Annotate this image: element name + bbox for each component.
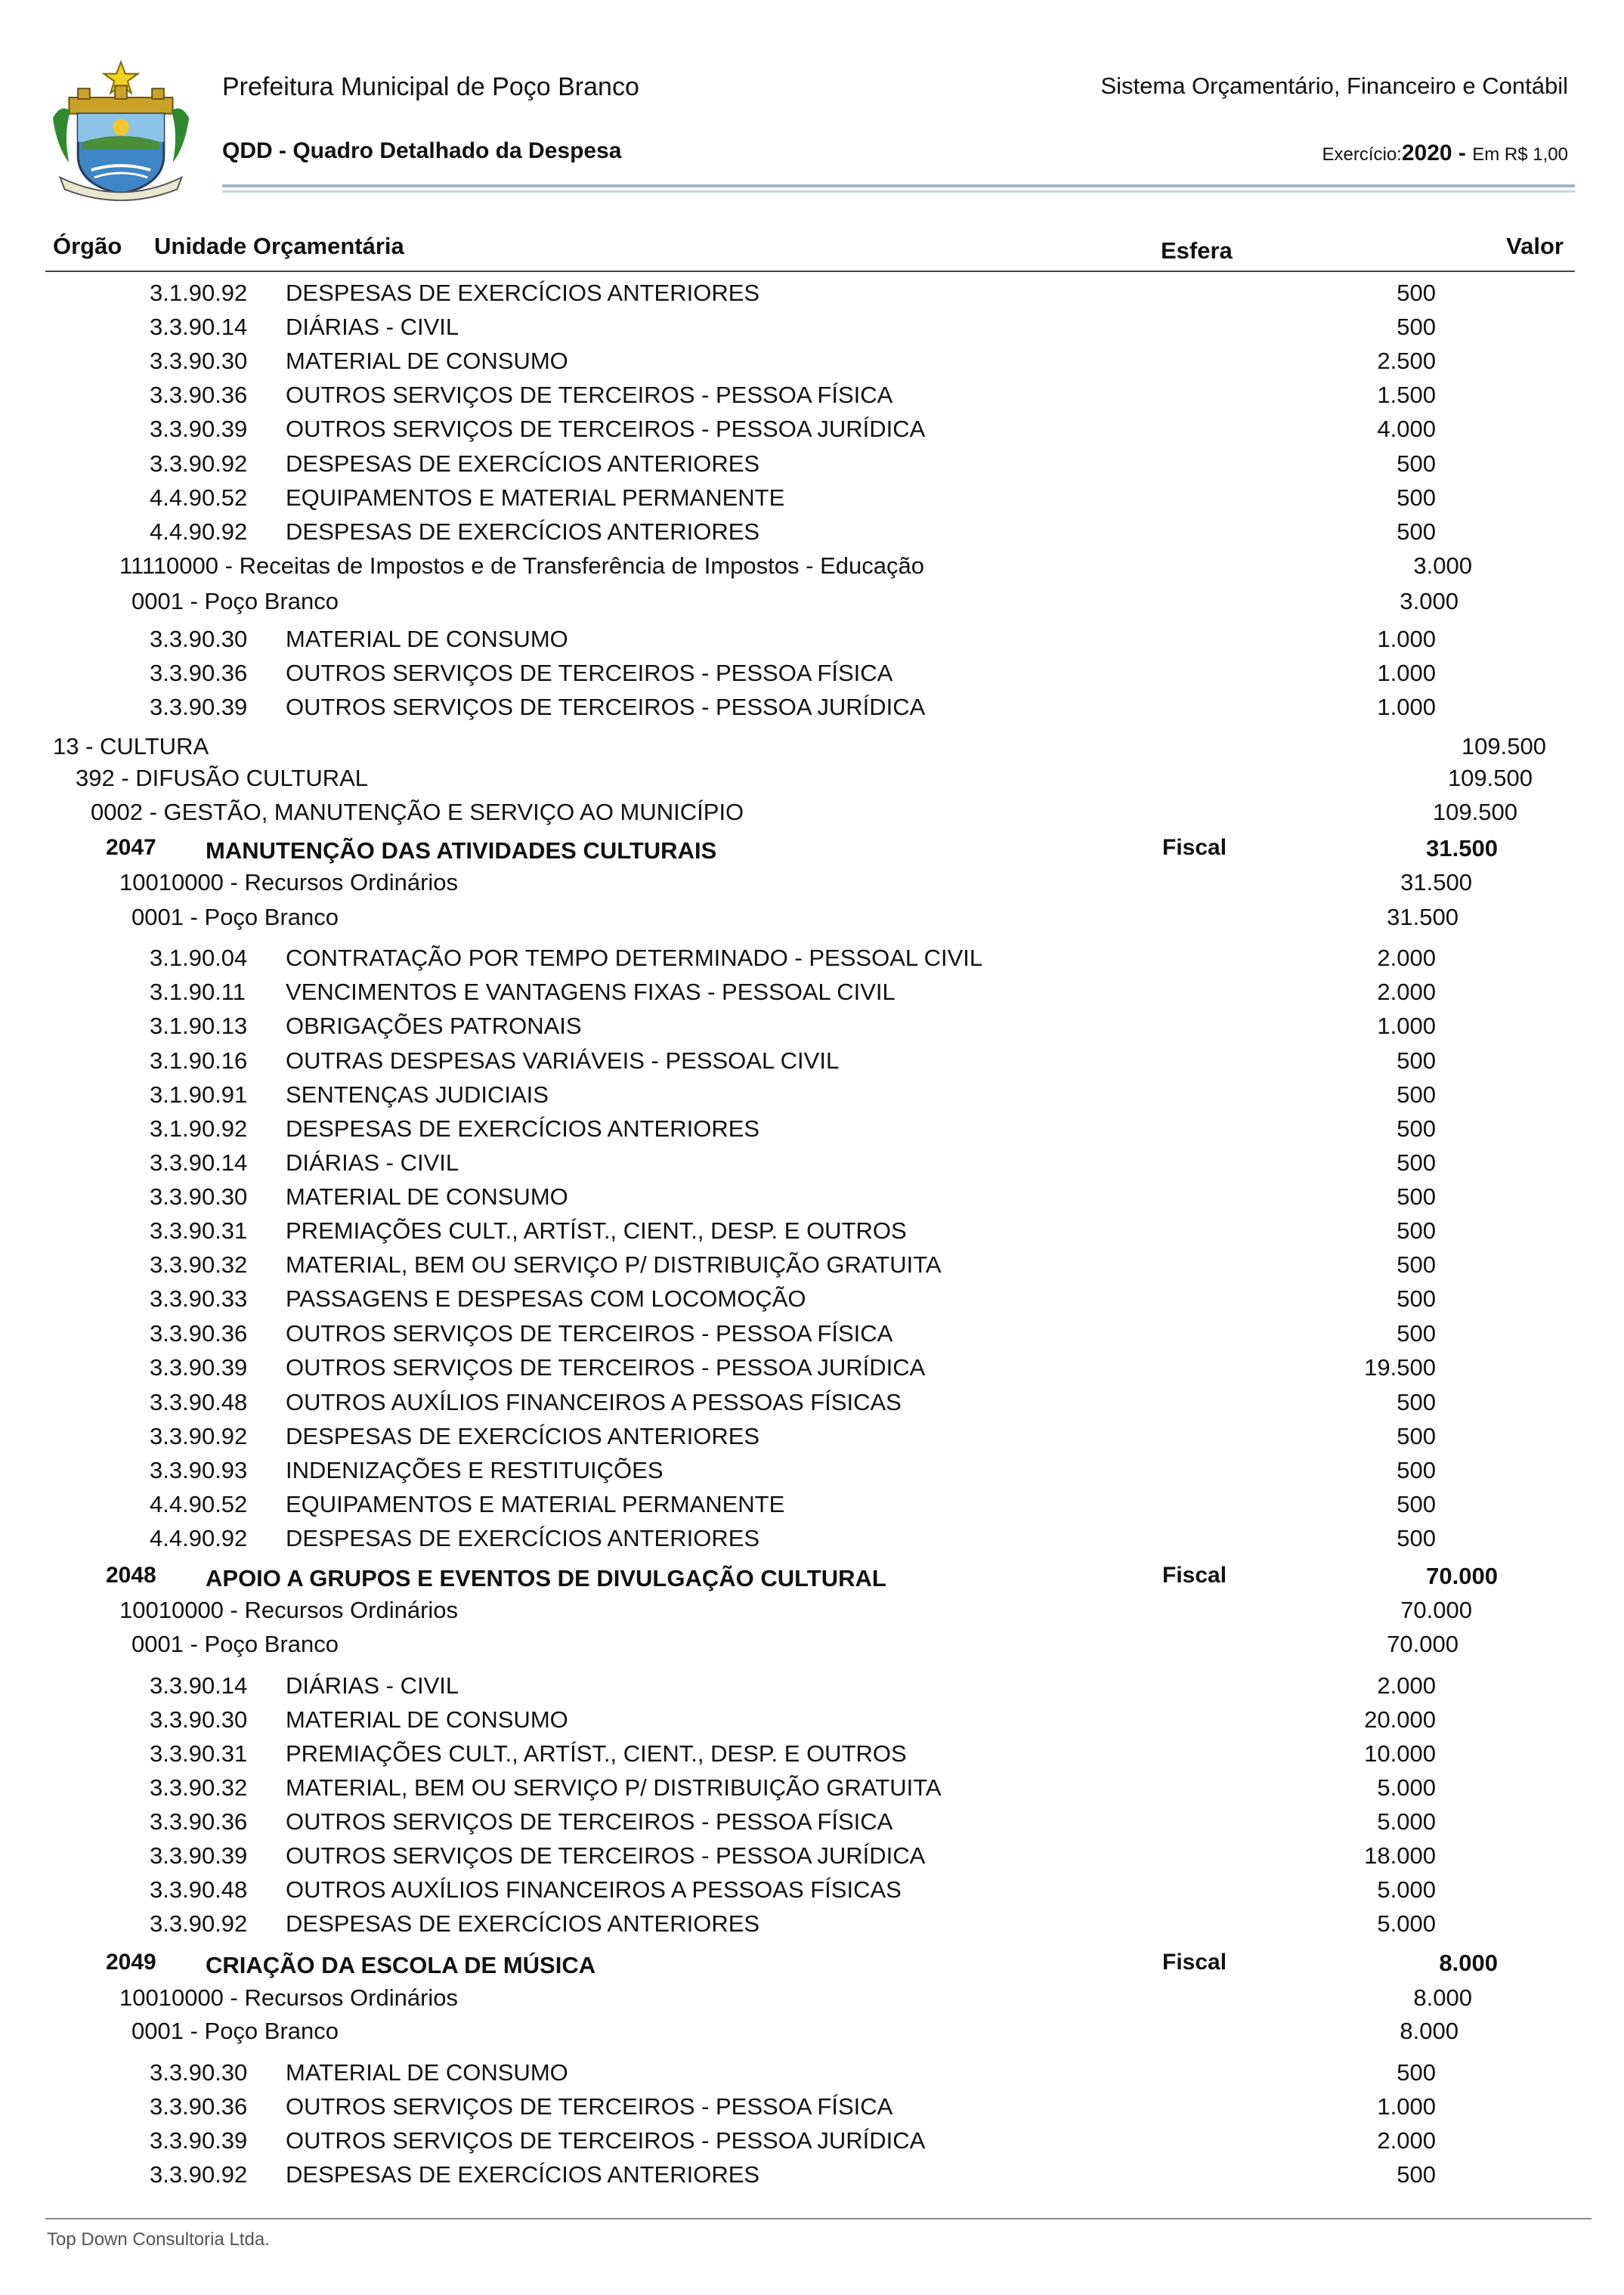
exercicio-year: 2020 (1401, 141, 1452, 165)
expense-element-value: 500 (1397, 280, 1436, 306)
source-label: 10010000 - Recursos Ordinários (119, 1984, 459, 2011)
expense-element-description: OUTROS SERVIÇOS DE TERCEIROS - PESSOA FÍSICA (286, 1808, 893, 1835)
expense-element-code: 3.3.90.36 (150, 2093, 248, 2120)
expense-element-value: 500 (1397, 2059, 1436, 2086)
expense-element-code: 3.3.90.30 (150, 348, 248, 374)
expense-element-code: 3.3.90.36 (150, 1320, 248, 1347)
source-label: 10010000 - Recursos Ordinários (119, 1597, 459, 1623)
expense-element-code: 3.3.90.14 (150, 1149, 248, 1176)
expense-element-code: 3.1.90.92 (150, 280, 248, 306)
action-esfera: Fiscal (1162, 1563, 1227, 1588)
expense-element-value: 500 (1397, 2161, 1436, 2188)
expense-element-code: 3.3.90.92 (150, 1910, 248, 1937)
expense-element-code: 3.3.90.33 (150, 1285, 248, 1312)
exercicio-separator: - (1452, 141, 1473, 165)
action-title: CRIAÇÃO DA ESCOLA DE MÚSICA (206, 1952, 596, 1978)
exercicio-label: Exercício: (1322, 144, 1402, 165)
expense-element-value: 5.000 (1377, 1876, 1436, 1903)
action-code: 2048 (106, 1563, 156, 1588)
source-value: 8.000 (1413, 1984, 1472, 2011)
expense-element-code: 3.3.90.92 (150, 2161, 248, 2188)
expense-element-value: 500 (1397, 1525, 1436, 1551)
source-label: 10010000 - Recursos Ordinários (119, 869, 459, 895)
expense-element-code: 3.1.90.92 (150, 1115, 248, 1142)
expense-element-description: DESPESAS DE EXERCÍCIOS ANTERIORES (286, 1115, 760, 1142)
expense-element-description: OUTROS SERVIÇOS DE TERCEIROS - PESSOA FÍSICA (286, 382, 893, 408)
expense-element-code: 3.3.90.32 (150, 1774, 248, 1801)
expense-element-code: 3.3.90.48 (150, 1876, 248, 1903)
currency-note: Em R$ 1,00 (1472, 144, 1568, 165)
expense-element-value: 18.000 (1364, 1842, 1436, 1869)
expense-element-code: 3.3.90.39 (150, 416, 248, 442)
column-header-esfera: Esfera (1161, 237, 1233, 264)
expense-element-code: 3.1.90.91 (150, 1081, 248, 1108)
column-header-valor: Valor (1506, 233, 1564, 259)
expense-element-code: 3.3.90.48 (150, 1389, 248, 1415)
source-value: 70.000 (1400, 1597, 1472, 1623)
action-code: 2047 (106, 835, 156, 860)
expense-element-value: 500 (1397, 1115, 1436, 1142)
expense-element-value: 500 (1397, 484, 1436, 511)
program-value: 109.500 (1432, 799, 1517, 825)
expense-element-description: VENCIMENTOS E VANTAGENS FIXAS - PESSOAL CIVIL (286, 979, 896, 1005)
expense-element-value: 500 (1397, 1320, 1436, 1347)
expense-element-value: 2.000 (1377, 979, 1436, 1005)
expense-element-value: 2.500 (1377, 348, 1436, 374)
expense-element-value: 19.500 (1364, 1354, 1436, 1381)
column-header-unidade: Unidade Orçamentária (154, 233, 404, 259)
expense-element-value: 1.500 (1377, 382, 1436, 408)
exercicio-info (1322, 141, 1568, 166)
expense-element-description: OUTROS SERVIÇOS DE TERCEIROS - PESSOA FÍSICA (286, 1320, 893, 1347)
expense-element-description: PREMIAÇÕES CULT., ARTÍST., CIENT., DESP. E OUTROS (286, 1217, 907, 1244)
expense-element-description: PASSAGENS E DESPESAS COM LOCOMOÇÃO (286, 1285, 806, 1312)
expense-element-description: DESPESAS DE EXERCÍCIOS ANTERIORES (286, 450, 760, 477)
expense-element-value: 500 (1397, 1149, 1436, 1176)
expense-element-description: DESPESAS DE EXERCÍCIOS ANTERIORES (286, 518, 760, 545)
footer-company: Top Down Consultoria Ltda. (47, 2229, 270, 2250)
expense-element-value: 500 (1397, 1183, 1436, 1210)
action-title: APOIO A GRUPOS E EVENTOS DE DIVULGAÇÃO CULTURAL (206, 1565, 886, 1591)
action-value: 70.000 (1426, 1563, 1498, 1589)
expense-element-description: OUTROS SERVIÇOS DE TERCEIROS - PESSOA JURÍDICA (286, 694, 926, 720)
expense-element-code: 4.4.90.52 (150, 1491, 248, 1517)
expense-element-value: 500 (1397, 314, 1436, 340)
expense-element-code: 3.3.90.30 (150, 626, 248, 652)
source-value: 31.500 (1400, 869, 1472, 895)
expense-element-code: 3.1.90.13 (150, 1013, 248, 1039)
header-divider (222, 184, 1575, 187)
expense-element-description: OUTROS SERVIÇOS DE TERCEIROS - PESSOA FÍSICA (286, 2093, 893, 2120)
action-title: MANUTENÇÃO DAS ATIVIDADES CULTURAIS (206, 837, 717, 864)
expense-element-description: OUTROS AUXÍLIOS FINANCEIROS A PESSOAS FÍSICAS (286, 1876, 902, 1903)
system-name: Sistema Orçamentário, Financeiro e Contábil (1100, 73, 1568, 99)
expense-element-description: MATERIAL DE CONSUMO (286, 348, 568, 374)
expense-element-description: DESPESAS DE EXERCÍCIOS ANTERIORES (286, 2161, 760, 2188)
expense-element-value: 1.000 (1377, 1013, 1436, 1039)
expense-element-value: 500 (1397, 450, 1436, 477)
report-subtitle: QDD - Quadro Detalhado da Despesa (222, 138, 622, 163)
expense-element-value: 2.000 (1377, 945, 1436, 971)
expense-element-code: 4.4.90.92 (150, 518, 248, 545)
expense-element-value: 500 (1397, 1389, 1436, 1415)
expense-element-value: 10.000 (1364, 1740, 1436, 1767)
action-value: 8.000 (1439, 1950, 1498, 1976)
expense-element-code: 4.4.90.92 (150, 1525, 248, 1551)
expense-element-value: 20.000 (1364, 1706, 1436, 1733)
subfunction-label: 392 - DIFUSÃO CULTURAL (76, 765, 369, 791)
program-label: 0002 - GESTÃO, MANUTENÇÃO E SERVIÇO AO MUNICÍPIO (91, 799, 744, 825)
expense-element-description: OBRIGAÇÕES PATRONAIS (286, 1013, 582, 1039)
expense-element-code: 3.3.90.39 (150, 1354, 248, 1381)
expense-element-value: 500 (1397, 1423, 1436, 1449)
column-header-divider (45, 271, 1575, 272)
expense-element-description: OUTROS SERVIÇOS DE TERCEIROS - PESSOA FÍSICA (286, 660, 893, 686)
expense-element-code: 3.3.90.36 (150, 382, 248, 408)
expense-element-description: MATERIAL DE CONSUMO (286, 2059, 568, 2086)
action-value: 31.500 (1426, 835, 1498, 861)
expense-element-code: 3.3.90.92 (150, 1423, 248, 1449)
expense-element-description: SENTENÇAS JUDICIAIS (286, 1081, 549, 1108)
expense-element-code: 3.3.90.30 (150, 2059, 248, 2086)
expense-element-value: 500 (1397, 1491, 1436, 1517)
expense-element-code: 3.3.90.93 (150, 1457, 248, 1483)
expense-element-description: DESPESAS DE EXERCÍCIOS ANTERIORES (286, 280, 760, 306)
expense-element-value: 1.000 (1377, 660, 1436, 686)
page-title: Prefeitura Municipal de Poço Branco (222, 73, 639, 101)
function-label: 13 - CULTURA (53, 733, 209, 759)
expense-element-description: DIÁRIAS - CIVIL (286, 1149, 459, 1176)
expense-element-description: MATERIAL DE CONSUMO (286, 1183, 568, 1210)
expense-element-code: 3.1.90.04 (150, 945, 248, 971)
entity-value: 8.000 (1400, 2018, 1459, 2044)
expense-element-value: 500 (1397, 518, 1436, 545)
expense-element-code: 3.3.90.31 (150, 1740, 248, 1767)
expense-element-value: 5.000 (1377, 1774, 1436, 1801)
source-value: 3.000 (1413, 552, 1472, 579)
entity-label: 0001 - Poço Branco (131, 904, 339, 930)
expense-element-code: 3.3.90.30 (150, 1706, 248, 1733)
action-esfera: Fiscal (1162, 835, 1227, 860)
expense-element-code: 3.1.90.11 (150, 979, 246, 1005)
expense-element-code: 3.3.90.36 (150, 660, 248, 686)
expense-element-code: 3.3.90.39 (150, 2127, 248, 2154)
expense-element-description: EQUIPAMENTOS E MATERIAL PERMANENTE (286, 1491, 785, 1517)
expense-element-description: MATERIAL, BEM OU SERVIÇO P/ DISTRIBUIÇÃO GRATUITA (286, 1251, 942, 1278)
expense-element-value: 4.000 (1377, 416, 1436, 442)
expense-element-value: 500 (1397, 1047, 1436, 1074)
expense-element-code: 3.3.90.30 (150, 1183, 248, 1210)
function-value: 109.500 (1461, 733, 1546, 759)
expense-element-description: DIÁRIAS - CIVIL (286, 314, 459, 340)
expense-element-description: MATERIAL, BEM OU SERVIÇO P/ DISTRIBUIÇÃO GRATUITA (286, 1774, 942, 1801)
expense-element-description: INDENIZAÇÕES E RESTITUIÇÕES (286, 1457, 664, 1483)
footer-divider (45, 2218, 1592, 2219)
expense-element-value: 500 (1397, 1457, 1436, 1483)
expense-element-description: OUTROS SERVIÇOS DE TERCEIROS - PESSOA JURÍDICA (286, 1842, 926, 1869)
action-esfera: Fiscal (1162, 1950, 1227, 1975)
expense-element-value: 500 (1397, 1251, 1436, 1278)
expense-element-description: PREMIAÇÕES CULT., ARTÍST., CIENT., DESP. E OUTROS (286, 1740, 907, 1767)
expense-element-description: DIÁRIAS - CIVIL (286, 1672, 459, 1699)
entity-label: 0001 - Poço Branco (131, 2018, 339, 2044)
expense-element-code: 3.3.90.31 (150, 1217, 248, 1244)
expense-element-value: 500 (1397, 1081, 1436, 1108)
expense-element-code: 4.4.90.52 (150, 484, 248, 511)
expense-element-value: 500 (1397, 1285, 1436, 1312)
column-header-orgao: Órgão (53, 233, 122, 259)
expense-element-value: 500 (1397, 1217, 1436, 1244)
action-code: 2049 (106, 1950, 156, 1975)
expense-element-code: 3.1.90.16 (150, 1047, 248, 1074)
expense-element-value: 5.000 (1377, 1808, 1436, 1835)
expense-element-code: 3.3.90.39 (150, 694, 248, 720)
entity-label: 0001 - Poço Branco (131, 588, 339, 614)
expense-element-code: 3.3.90.14 (150, 314, 248, 340)
expense-element-code: 3.3.90.36 (150, 1808, 248, 1835)
expense-element-description: CONTRATAÇÃO POR TEMPO DETERMINADO - PESSOAL CIVIL (286, 945, 983, 971)
expense-element-description: MATERIAL DE CONSUMO (286, 626, 568, 652)
expense-element-value: 2.000 (1377, 1672, 1436, 1699)
expense-element-value: 1.000 (1377, 2093, 1436, 2120)
expense-element-description: EQUIPAMENTOS E MATERIAL PERMANENTE (286, 484, 785, 511)
expense-element-value: 5.000 (1377, 1910, 1436, 1937)
entity-label: 0001 - Poço Branco (131, 1631, 339, 1657)
expense-element-description: OUTRAS DESPESAS VARIÁVEIS - PESSOAL CIVIL (286, 1047, 840, 1074)
expense-element-description: MATERIAL DE CONSUMO (286, 1706, 568, 1733)
expense-element-description: OUTROS SERVIÇOS DE TERCEIROS - PESSOA JURÍDICA (286, 2127, 926, 2154)
municipal-seal-logo (47, 59, 195, 207)
expense-element-code: 3.3.90.32 (150, 1251, 248, 1278)
expense-element-description: DESPESAS DE EXERCÍCIOS ANTERIORES (286, 1423, 760, 1449)
expense-element-description: OUTROS SERVIÇOS DE TERCEIROS - PESSOA JURÍDICA (286, 1354, 926, 1381)
expense-element-code: 3.3.90.92 (150, 450, 248, 477)
entity-value: 3.000 (1400, 588, 1459, 614)
expense-element-description: OUTROS SERVIÇOS DE TERCEIROS - PESSOA JURÍDICA (286, 416, 926, 442)
expense-element-value: 1.000 (1377, 626, 1436, 652)
expense-element-value: 2.000 (1377, 2127, 1436, 2154)
expense-element-code: 3.3.90.14 (150, 1672, 248, 1699)
expense-element-description: DESPESAS DE EXERCÍCIOS ANTERIORES (286, 1525, 760, 1551)
subfunction-value: 109.500 (1447, 765, 1533, 791)
entity-value: 31.500 (1387, 904, 1459, 930)
source-label: 11110000 - Receitas de Impostos e de Transferência de Impostos - Educação (119, 552, 924, 579)
expense-element-description: DESPESAS DE EXERCÍCIOS ANTERIORES (286, 1910, 760, 1937)
header-divider-light (222, 190, 1575, 193)
expense-element-code: 3.3.90.39 (150, 1842, 248, 1869)
expense-element-description: OUTROS AUXÍLIOS FINANCEIROS A PESSOAS FÍSICAS (286, 1389, 902, 1415)
expense-element-value: 1.000 (1377, 694, 1436, 720)
entity-value: 70.000 (1387, 1631, 1459, 1657)
